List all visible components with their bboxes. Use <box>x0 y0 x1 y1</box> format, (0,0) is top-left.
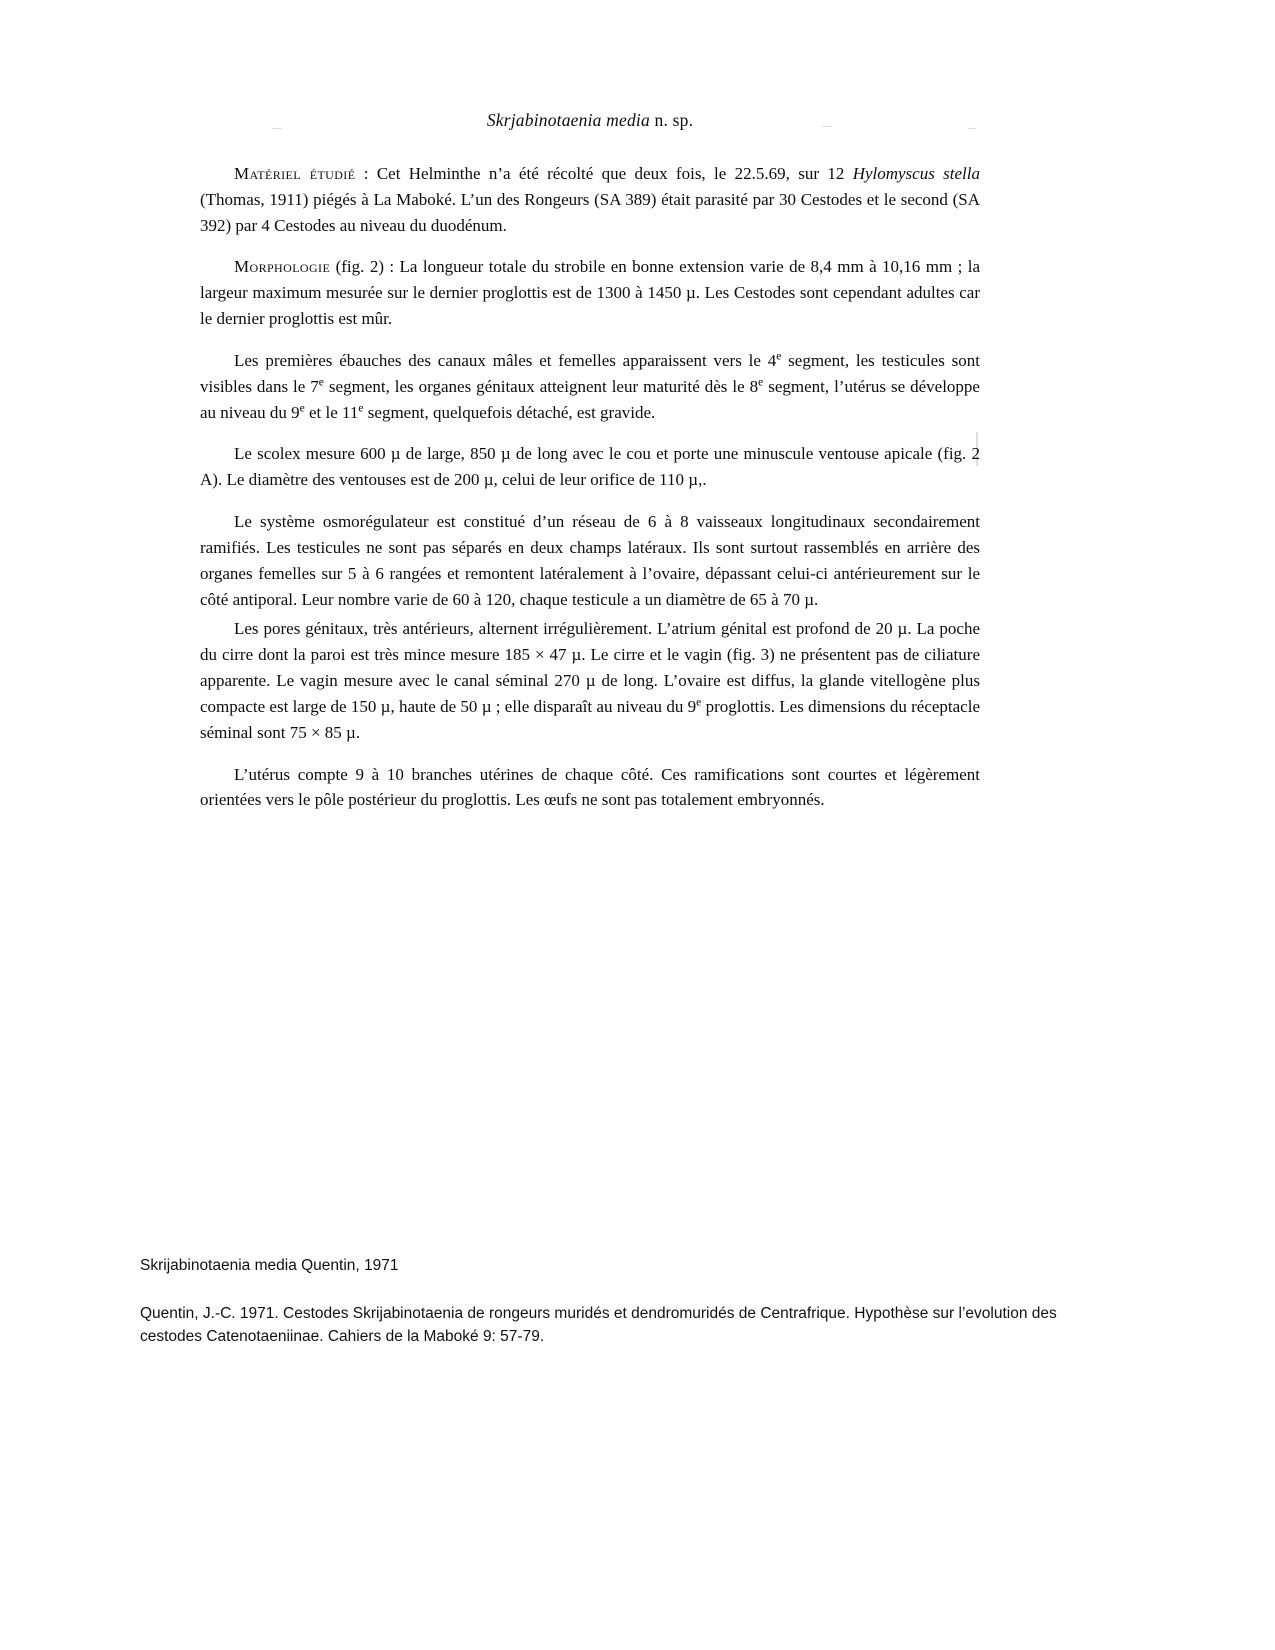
paragraph-text-materiel: : Cet Helminthe n’a été récolté que deux fois, le 22.5.69, sur 12 Hylomyscus stella (Thomas, 1911) piégés à La Maboké. L’un des Rongeurs (SA 389) était parasité par 30 Cestodes et le second (SA 392) par 4 Cestodes au niveau du duodénum. <box>200 164 981 235</box>
paragraph-label-materiel: Matériel étudié <box>234 164 356 183</box>
paragraph-morphologie <box>200 254 980 331</box>
article-body <box>200 110 980 829</box>
paragraph-materiel <box>200 161 980 238</box>
running-head <box>200 110 980 131</box>
caption-block <box>140 1255 1100 1348</box>
running-head-species: Skrjabinotaenia media <box>486 110 650 130</box>
paragraph-scolex: Le scolex mesure 600 µ de large, 850 µ de long avec le cou et porte une minuscule ventouse apicale (fig. 2 A). Le diamètre des ventouses est de 200 µ, celui de leur orifice de 110 µ,. <box>200 444 980 490</box>
caption-title: Skrijabinotaenia media Quentin, 1971 <box>140 1257 399 1274</box>
running-head-rank: n. sp. <box>654 110 694 130</box>
paragraph-pores: Les pores génitaux, très antérieurs, alternent irrégulièrement. L’atrium génital est profond de 20 µ. La poche du cirre dont la paroi est très mince mesure 185 × 47 µ. Le cirre et le vagin (fig. 3) ne présentent pas de ciliature apparente. Le vagin mesure avec le canal séminal 270 µ de long. L’ovaire est diffus, la glande vitellogène plus compacte est large de 150 µ, haute de 50 µ ; elle disparaît au niveau du 9e proglottis. Les dimensions du réceptacle séminal sont 75 × 85 µ. <box>200 619 980 742</box>
paragraph-ebauches: Les premières ébauches des canaux mâles et femelles apparaissent vers le 4e segment, les testicules sont visibles dans le 7e segment, les organes génitaux atteignent leur maturité dès le 8e segment, l’utérus se développe au niveau du 9e et le 11e segment, quelquefois détaché, est gravide. <box>200 349 980 422</box>
paragraph-uterus: L’utérus compte 9 à 10 branches utérines de chaque côté. Ces ramifications sont courtes et légèrement orientées vers le pôle postérieur du proglottis. Les œufs ne sont pas totalement embryonnés. <box>200 764 980 810</box>
paragraph-text-morphologie: (fig. 2) : La longueur totale du strobile en bonne extension varie de 8,4 mm à 10,16 mm ; la largeur maximum mesurée sur le dernier proglottis est de 1300 à 1450 µ. Les Cestodes sont cependant adultes car le dernier proglottis est mûr. <box>200 257 980 329</box>
paragraph-label-morphologie: Morphologie <box>234 257 331 277</box>
paragraph-osmoregulateur: Le système osmorégulateur est constitué d’un réseau de 6 à 8 vaisseaux longitudinaux secondairement ramifiés. Les testicules ne sont pas séparés en deux champs latéraux. Ils sont surtout rassemblés en arrière des organes femelles sur 5 à 6 rangées et remontent latéralement à l’ovaire, dépassant celui-ci antérieurement sur le côté antiporal. Leur nombre varie de 60 à 120, chaque testicule a un diamètre de 65 à 70 µ. <box>200 512 980 609</box>
caption-reference: Quentin, J.-C. 1971. Cestodes Skrijabinotaenia de rongeurs muridés et dendromuridés de Centrafrique. Hypothèse sur l’evolution des cestodes Catenotaeniinae. Cahiers de la Maboké 9: 57-79. <box>140 1305 1057 1345</box>
